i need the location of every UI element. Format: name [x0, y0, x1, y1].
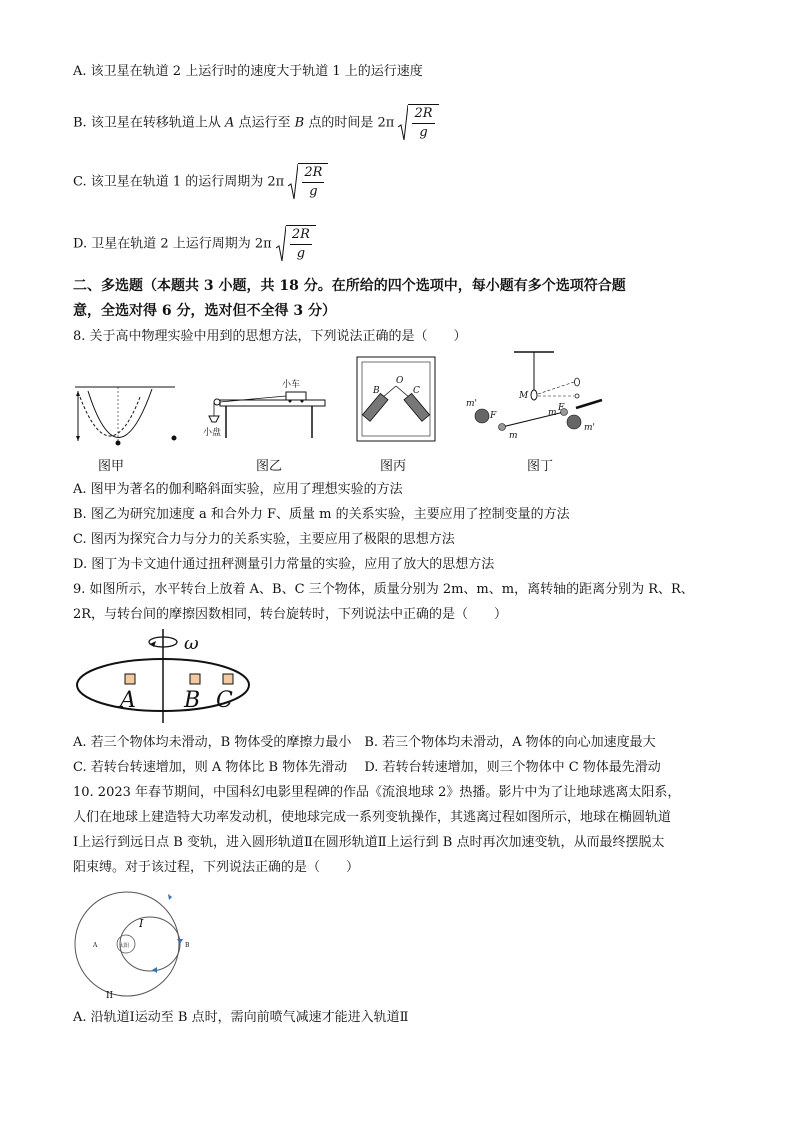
q7-point-a: A	[224, 115, 235, 131]
label-tray: 小盘	[203, 428, 222, 438]
q8-option-a: A. 图甲为著名的伽利略斜面实验，应用了理想实验的方法	[73, 482, 403, 497]
figure-bing-spring-scales	[356, 356, 436, 442]
label-o: O	[396, 376, 404, 386]
q7-option-c-prefix: C. 该卫星在轨道 1 的运行周期为 2π	[73, 174, 285, 190]
q8-stem: 8. 关于高中物理实验中用到的思想方法，下列说法正确的是（ ）	[73, 329, 467, 344]
q10-option-a: A. 沿轨道Ⅰ运动至 B 点时，需向前喷气减速才能进入轨道Ⅱ	[73, 1010, 409, 1025]
q7-option-b	[73, 104, 439, 142]
q7-point-b: B	[294, 115, 305, 131]
block-b-label: B	[184, 688, 201, 713]
point-b-label: B	[185, 942, 190, 949]
label-f-right: F	[558, 403, 565, 413]
point-a-label: A	[93, 942, 98, 949]
q10-stem-line3: Ⅰ上运行到远日点 B 变轨，进入圆形轨道Ⅱ在圆形轨道Ⅱ上运行到 B 点时再次加速变轨，从而最终摆脱太	[73, 835, 665, 850]
figure-yi-caption: 图乙	[256, 459, 283, 474]
section-heading-line1: 二、多选题（本题共 3 小题，共 18 分。在所给的四个选项中，每小题有多个选项符合题	[73, 278, 626, 294]
fraction-denominator: g	[309, 184, 318, 199]
q7-option-d-prefix: D. 卫星在轨道 2 上运行周期为 2π	[73, 236, 272, 252]
q7-option-b-suffix: 点的时间是 2π	[308, 115, 395, 131]
q7-option-b-prefix: B. 该卫星在转移轨道上从	[73, 115, 221, 131]
figure-ding-torsion-balance	[464, 350, 610, 442]
figure-ding-caption: 图丁	[527, 459, 554, 474]
sqrt-formula	[276, 225, 316, 263]
figure-jia-pendulum	[70, 385, 180, 447]
block-c-label: C	[216, 688, 233, 713]
block-a-label: A	[120, 688, 136, 713]
orbit-ii-label: II	[106, 991, 114, 999]
sqrt-formula	[398, 104, 438, 142]
q8-option-d: D. 图丁为卡文迪什通过扭秤测量引力常量的实验，应用了放大的思想方法	[73, 557, 495, 572]
q9-options-cd: C. 若转台转速增加，则 A 物体比 B 物体先滑动 D. 若转台转速增加，则三个物体中 C 物体最先滑动	[73, 760, 661, 775]
figure-bing-caption: 图丙	[380, 459, 407, 474]
label-b: B	[373, 386, 380, 396]
fraction-numerator: 2R	[412, 105, 434, 124]
q9-stem-line2: 2R，与转台间的摩擦因数相同，转台旋转时，下列说法中正确的是（ ）	[73, 607, 508, 622]
label-m-prime-left: m'	[466, 399, 478, 409]
q9-stem-line1: 9. 如图所示，水平转台上放着 A、B、C 三个物体，质量分别为 2m、m、m，离转轴的距离分别为 R、R、	[73, 582, 694, 597]
turntable-figure	[74, 627, 254, 725]
omega-label: ω	[184, 633, 199, 654]
figure-yi-cart	[200, 378, 330, 446]
sqrt-formula	[288, 163, 328, 201]
orbit-i-label: I	[139, 917, 144, 930]
fraction-denominator: g	[419, 125, 428, 140]
q7-option-b-mid: 点运行至	[238, 115, 291, 131]
q7-option-c	[73, 163, 328, 201]
q9-options-ab: A. 若三个物体均未滑动，B 物体受的摩擦力最小 B. 若三个物体均未滑动，A 物体的向心加速度最大	[73, 735, 656, 750]
q8-option-b: B. 图乙为研究加速度 a 和合外力 F、质量 m 的关系实验，主要应用了控制变量的方法	[73, 507, 570, 522]
q8-option-c: C. 图丙为探究合力与分力的关系实验，主要应用了极限的思想方法	[73, 532, 455, 547]
fraction-numerator: 2R	[290, 226, 312, 245]
figure-jia-caption: 图甲	[98, 459, 125, 474]
label-mirror-m: M	[519, 391, 529, 401]
label-m-right: m	[548, 408, 557, 418]
sun-label: 太阳	[119, 943, 130, 949]
q7-option-d	[73, 225, 316, 263]
fraction-numerator: 2R	[302, 164, 324, 183]
q10-stem-line2: 人们在地球上建造特大功率发动机，使地球完成一系列变轨操作，其逃离过程如图所示，地球在椭圆轨道	[73, 810, 672, 825]
orbit-figure	[72, 877, 202, 999]
fraction-denominator: g	[296, 246, 306, 261]
section-heading-line2: 意，全选对得 6 分，选对但不全得 3 分）	[73, 303, 336, 319]
label-c: C	[413, 386, 420, 396]
label-m-prime-right: m'	[584, 423, 596, 433]
q10-stem-line1: 10. 2023 年春节期间，中国科幻电影里程碑的作品《流浪地球 2》热播。影片中为了让地球逃离太阳系，	[73, 785, 681, 800]
q7-option-a: A. 该卫星在轨道 2 上运行时的速度大于轨道 1 上的运行速度	[73, 64, 423, 79]
label-f-left: F	[490, 411, 497, 421]
q10-stem-line4: 阳束缚。对于该过程，下列说法正确的是（ ）	[73, 860, 360, 875]
label-car: 小车	[282, 380, 301, 390]
label-m-left: m	[509, 431, 518, 441]
